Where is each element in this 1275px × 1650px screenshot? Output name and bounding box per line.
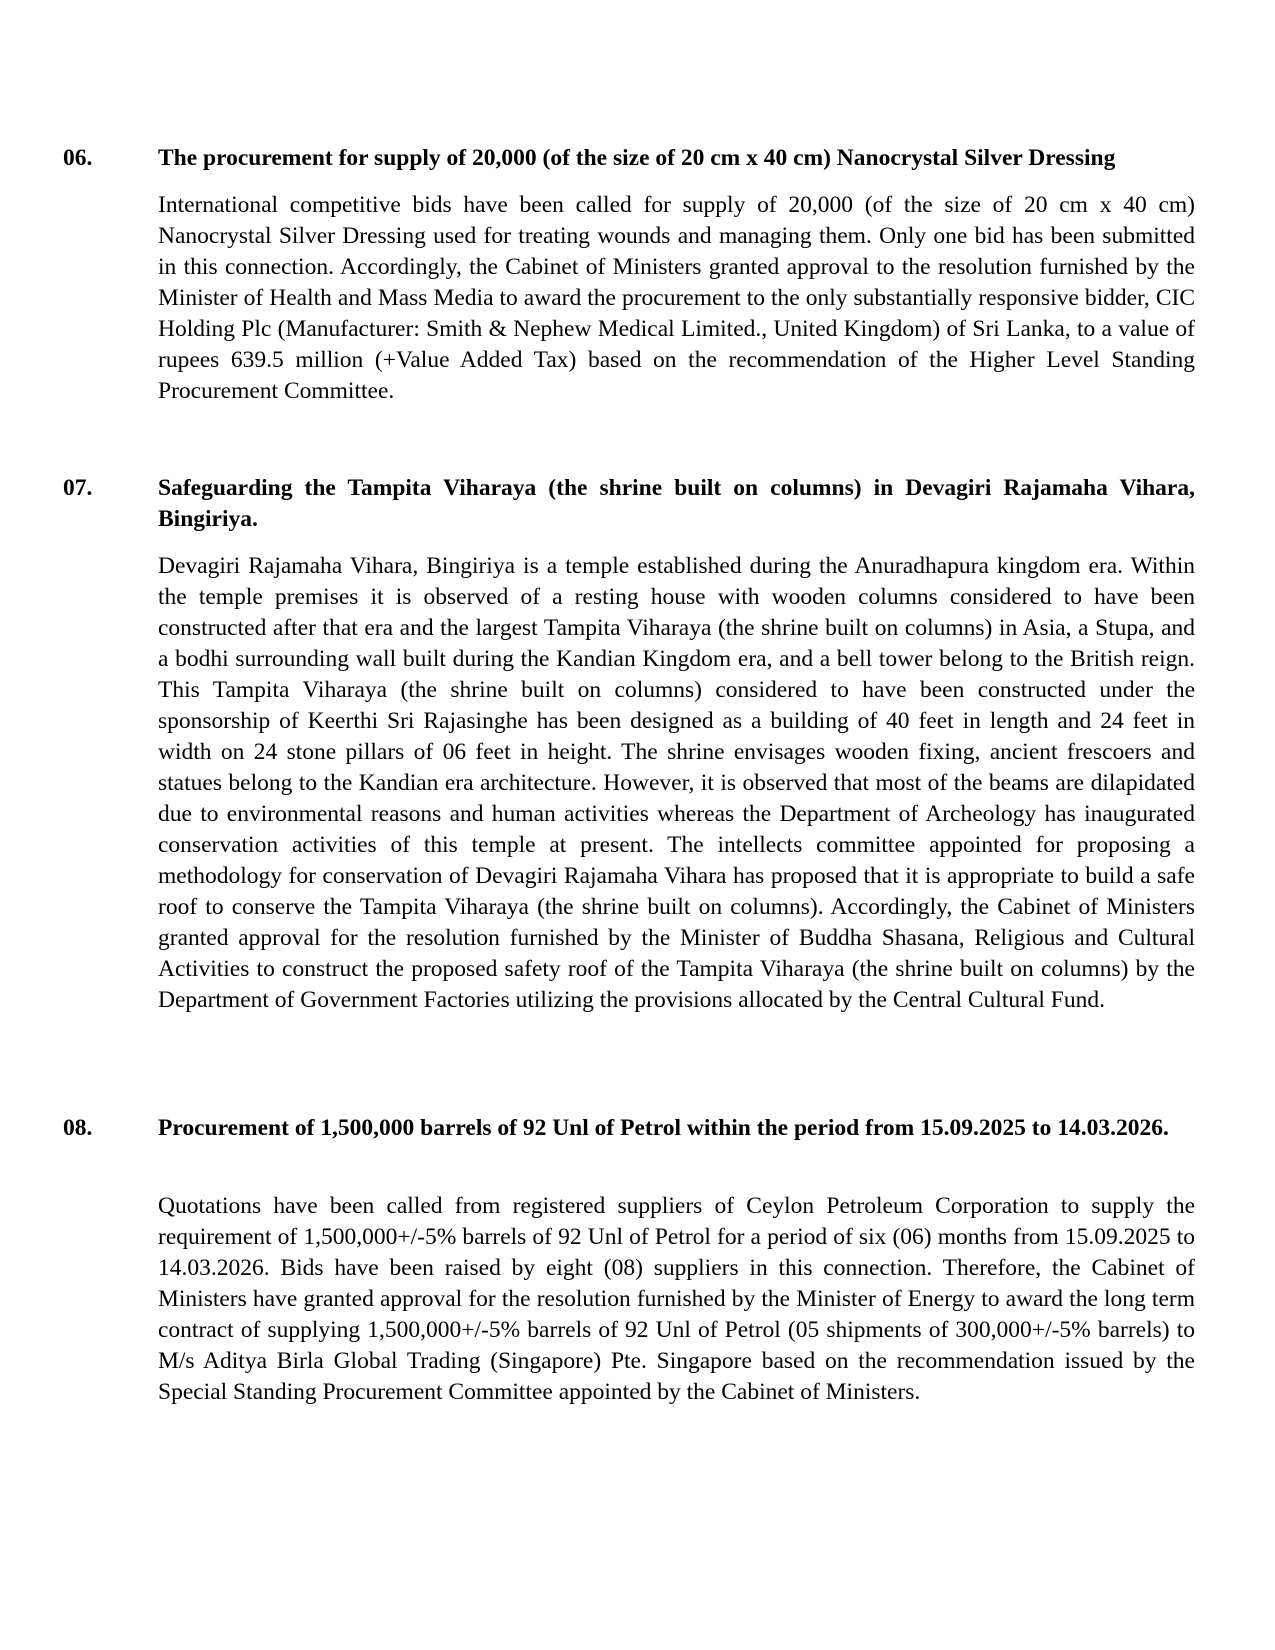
item-body: Devagiri Rajamaha Vihara, Bingiriya is a temple established during the Anuradhapura kingdom era. Within the temple premises it is observed of a resting house with wooden columns considered to have been constructed after that era and the largest Tampita Viharaya (the shrine built on columns) in Asia, a Stupa, and a bodhi surrounding wall built during the Kandian Kingdom era, and a bell tower belong to the British reign. This Tampita Viharaya (the shrine built on columns) considered to have been constructed under the sponsorship of Keerthi Sri Rajasinghe has been designed as a building of 40 feet in length and 24 feet in width on 24 stone pillars of 06 feet in height. The shrine envisages wooden fixing, ancient frescoers and statues belong to the Kandian era architecture. However, it is observed that most of the beams are dilapidated due to environmental reasons and human activities whereas the Department of Archeology has inaugurated conservation activities of this temple at present. The intellects committee appointed for proposing a methodology for conservation of Devagiri Rajamaha Vihara has proposed that it is appropriate to build a safe roof to conserve the Tampita Viharaya (the shrine built on columns). Accordingly, the Cabinet of Ministers granted approval for the resolution furnished by the Minister of Buddha Shasana, Religious and Cultural Activities to construct the proposed safety roof of the Tampita Viharaya (the shrine built on columns) by the Department of Government Factories utilizing the provisions allocated by the Central Cultural Fund.	[158, 553, 1195, 1013]
item-number: 07.	[63, 475, 93, 501]
item-title: Safeguarding the Tampita Viharaya (the shrine built on columns) in Devagiri Rajamaha Vihara, Bingiriya.	[158, 475, 1195, 532]
item-body: Quotations have been called from registered suppliers of Ceylon Petroleum Corporation to supply the requirement of 1,500,000+/-5% barrels of 92 Unl of Petrol for a period of six (06) months from 15.09.2025 to 14.03.2026. Bids have been raised by eight (08) suppliers in this connection. Therefore, the Cabinet of Ministers have granted approval for the resolution furnished by the Minister of Energy to award the long term contract of supplying 1,500,000+/-5% barrels of 92 Unl of Petrol (05 shipments of 300,000+/-5% barrels) to M/s Aditya Birla Global Trading (Singapore) Pte. Singapore based on the recommendation issued by the Special Standing Procurement Committee appointed by the Cabinet of Ministers.	[158, 1193, 1195, 1405]
item-title: Procurement of 1,500,000 barrels of 92 Unl of Petrol within the period from 15.09.2025 to 14.03.2026.	[158, 1115, 1169, 1141]
item-number: 06.	[63, 145, 93, 171]
item-title: The procurement for supply of 20,000 (of the size of 20 cm x 40 cm) Nanocrystal Silver Dressing	[158, 145, 1116, 171]
item-number: 08.	[63, 1115, 93, 1141]
item-body: International competitive bids have been called for supply of 20,000 (of the size of 20 cm x 40 cm) Nanocrystal Silver Dressing used for treating wounds and managing them. Only one bid has been submitted in this connection. Accordingly, the Cabinet of Ministers granted approval to the resolution furnished by the Minister of Health and Mass Media to award the procurement to the only substantially responsive bidder, CIC Holding Plc (Manufacturer: Smith & Nephew Medical Limited., United Kingdom) of Sri Lanka, to a value of rupees 639.5 million (+Value Added Tax) based on the recommendation of the Higher Level Standing Procurement Committee.	[158, 192, 1195, 404]
